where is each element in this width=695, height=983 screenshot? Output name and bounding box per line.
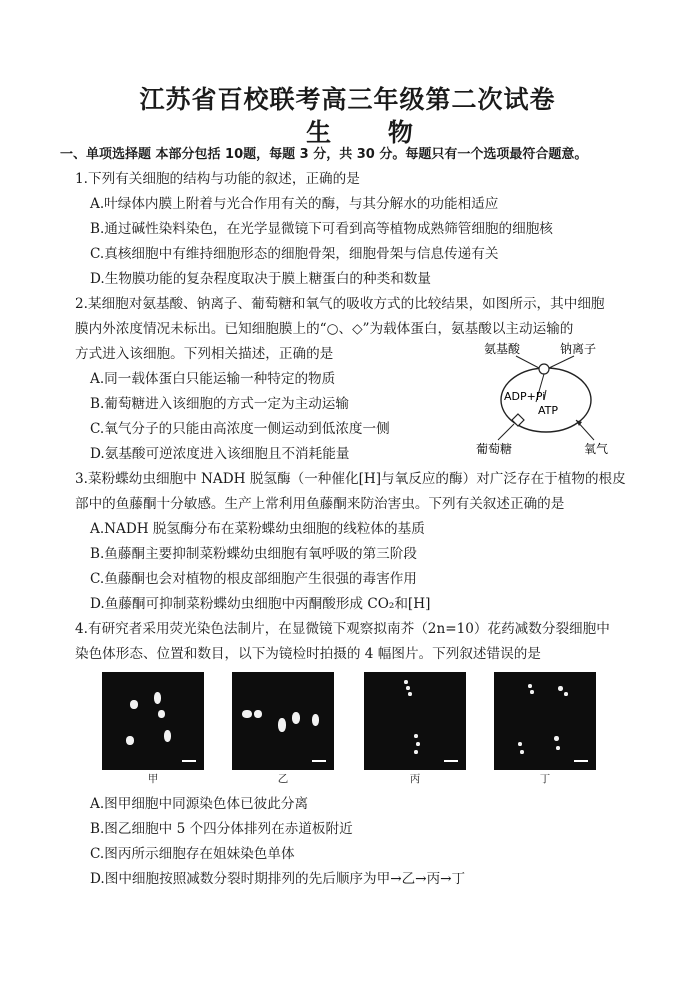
chromosome-spot	[518, 742, 522, 746]
q1-option-d: D.生物膜功能的复杂程度取决于膜上糖蛋白的种类和数量	[90, 271, 431, 287]
chromosome-spot	[558, 686, 563, 691]
q2-option-b: B.葡萄糖进入该细胞的方式一定为主动运输	[90, 396, 349, 412]
label-oxygen: 氧气	[584, 442, 609, 456]
chromosome-spot	[164, 730, 171, 742]
arrow-sodium	[549, 356, 574, 368]
micrograph-row	[102, 672, 622, 785]
q1-stem: 1.下列有关细胞的结构与功能的叙述，正确的是	[75, 171, 360, 187]
scale-bar	[312, 760, 326, 762]
chromosome-spot	[530, 690, 534, 694]
arrow-glucose	[498, 424, 514, 440]
q3-stem-line2: 部中的鱼藤酮十分敏感。生产上常利用鱼藤酮来防治害虫。下列有关叙述正确的是	[75, 496, 565, 512]
q2-option-a: A.同一载体蛋白只能运输一种特定的物质	[90, 371, 336, 387]
chromosome-spot	[158, 710, 165, 718]
transport-diagram	[476, 340, 636, 458]
q4-stem-line1: 4.有研究者采用荧光染色法制片，在显微镜下观察拟南芥（2n=10）花药减数分裂细胞中	[75, 621, 610, 637]
q3-stem-line1: 3.菜粉蝶幼虫细胞中 NADH 脱氢酶（一种催化[H]与氧反应的酶）对广泛存在于植物的根皮	[75, 471, 626, 487]
chromosome-spot	[554, 736, 559, 741]
chromosome-spot	[408, 692, 412, 696]
label-sodium: 钠离子	[560, 342, 597, 356]
chromosome-spot	[564, 692, 568, 696]
caption-yi: 乙	[277, 773, 289, 785]
transport-diagram-svg	[476, 340, 636, 458]
chromosome-spot	[528, 684, 532, 688]
chromosome-spot	[404, 680, 408, 684]
chromosome-spot	[416, 742, 420, 746]
chromosome-spot	[154, 692, 161, 704]
q2-stem-line1: 2.某细胞对氨基酸、钠离子、葡萄糖和氧气的吸收方式的比较结果，如图所示，其中细胞	[75, 296, 605, 312]
label-atp: ATP	[538, 404, 559, 417]
q1-option-c: C.真核细胞中有维持细胞形态的细胞骨架，细胞骨架与信息传递有关	[90, 246, 499, 262]
label-amino-acid: 氨基酸	[484, 342, 521, 356]
q4-option-d: D.图中细胞按照减数分裂时期排列的先后顺序为甲→乙→丙→丁	[90, 871, 466, 887]
section-heading: 一、单项选择题 本部分包括 10题，每题 3 分，共 30 分。每题只有一个选项最符合题意。	[60, 147, 588, 162]
chromosome-spot	[520, 750, 524, 754]
q3-option-c: C.鱼藤酮也会对植物的根皮部细胞产生很强的毒害作用	[90, 571, 417, 587]
caption-jia: 甲	[147, 773, 159, 785]
chromosome-spot	[556, 746, 560, 750]
chromosome-spot	[312, 714, 319, 726]
carrier-protein-circle	[539, 364, 549, 374]
micrograph-jia	[102, 672, 204, 770]
chromosome-spot	[406, 686, 410, 690]
q4-option-c: C.图丙所示细胞存在姐妹染色单体	[90, 846, 295, 862]
scale-bar	[574, 760, 588, 762]
chromosome-spot	[242, 710, 252, 718]
arrow-amino-acid	[516, 356, 539, 368]
q3-option-a: A.NADH 脱氢酶分布在菜粉蝶幼虫细胞的线粒体的基质	[90, 521, 425, 537]
chromosome-spot	[278, 718, 286, 732]
chromosome-spot	[292, 712, 300, 724]
micrograph-yi	[232, 672, 334, 770]
q4-option-b: B.图乙细胞中 5 个四分体排列在赤道板附近	[90, 821, 353, 837]
caption-ding: 丁	[539, 773, 551, 785]
q2-option-d: D.氨基酸可逆浓度进入该细胞且不消耗能量	[90, 446, 350, 462]
q4-option-a: A.图甲细胞中同源染色体已彼此分离	[90, 796, 309, 812]
subject-title: 生 物	[306, 118, 437, 147]
scale-bar	[182, 760, 196, 762]
q3-option-b: B.鱼藤酮主要抑制菜粉蝶幼虫细胞有氧呼吸的第三阶段	[90, 546, 417, 562]
q1-option-a: A.叶绿体内膜上附着与光合作用有关的酶，与其分解水的功能相适应	[90, 196, 499, 212]
q2-stem-line2: 膜内外浓度情况未标出。已知细胞膜上的“○、◇”为载体蛋白，氨基酸以主动运输的	[75, 321, 574, 337]
q1-option-b: B.通过碱性染料染色，在光学显微镜下可看到高等植物成熟筛管细胞的细胞核	[90, 221, 553, 237]
micrograph-ding	[494, 672, 596, 770]
chromosome-spot	[414, 750, 418, 754]
label-adp: ADP+Pi	[504, 390, 546, 403]
chromosome-spot	[414, 734, 418, 738]
q4-stem-line2: 染色体形态、位置和数目，以下为镜检时拍摄的 4 幅图片。下列叙述错误的是	[75, 646, 541, 662]
label-glucose: 葡萄糖	[476, 442, 513, 456]
q2-stem-line3: 方式进入该细胞。下列相关描述，正确的是	[75, 346, 334, 362]
exam-title: 江苏省百校联考高三年级第二次试卷	[139, 85, 556, 114]
q3-option-d: D.鱼藤酮可抑制菜粉蝶幼虫细胞中丙酮酸形成 CO₂和[H]	[90, 596, 431, 612]
scale-bar	[444, 760, 458, 762]
chromosome-spot	[254, 710, 262, 718]
q2-option-c: C.氧气分子的只能由高浓度一侧运动到低浓度一侧	[90, 421, 390, 437]
caption-bing: 丙	[409, 773, 421, 785]
micrograph-bing	[364, 672, 466, 770]
chromosome-spot	[126, 736, 134, 745]
chromosome-spot	[130, 700, 138, 709]
